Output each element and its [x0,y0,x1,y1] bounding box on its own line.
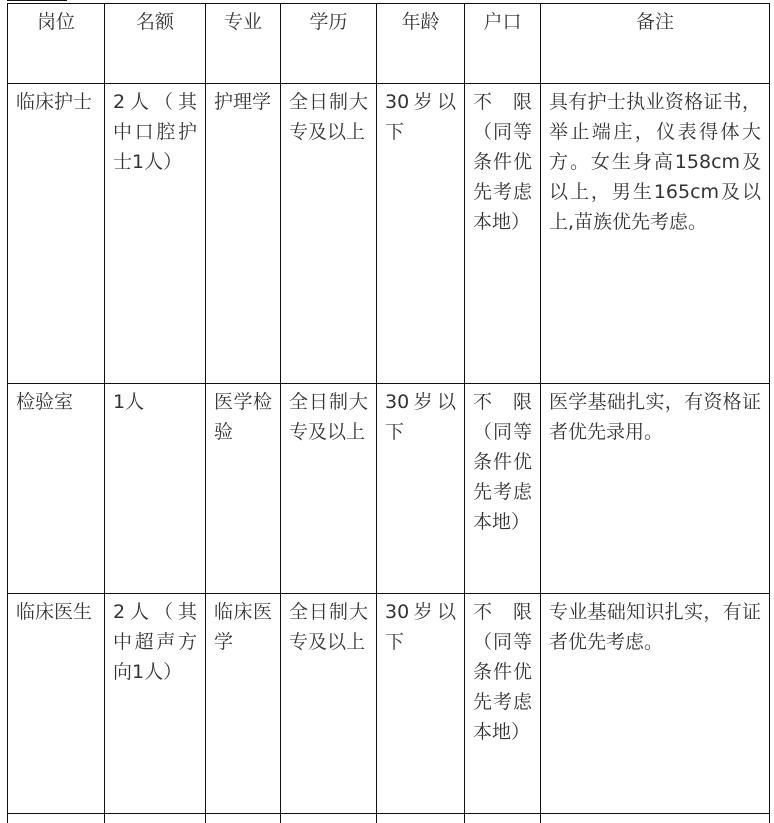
header-position: 岗位 [8,4,105,84]
cell-age [377,384,465,594]
cell-education [281,84,377,384]
cell-hukou [465,384,541,594]
cell-hukou [465,594,541,814]
cell-position [8,84,105,384]
cell-empty [377,814,465,823]
major-text: 临床医学 [214,601,272,653]
table-row [8,384,770,594]
header-row [8,4,770,84]
cell-empty [105,814,206,823]
cell-remarks [541,84,770,384]
cell-major [206,84,281,384]
table-body [8,84,770,823]
cell-hukou [465,84,541,384]
cell-empty [206,814,281,823]
remarks-text: 医学基础扎实，有资格证者优先录用。 [549,391,761,443]
cell-age [377,84,465,384]
quota-text: 2人（其中超声方向1人） [113,601,197,683]
hukou-text: 不限（同等条件优先考虑本地） [473,391,532,533]
cell-major [206,594,281,814]
hukou-text: 不限（同等条件优先考虑本地） [473,91,532,233]
header-hukou: 户口 [465,4,541,84]
cell-quota [105,594,206,814]
cell-education [281,594,377,814]
cell-education [281,384,377,594]
header-remarks: 备注 [541,4,770,84]
table-header [8,4,770,84]
age-text: 30岁以下 [385,391,456,443]
remarks-text: 专业基础知识扎实，有证者优先考虑。 [549,601,761,653]
position-text: 检验室 [16,391,74,413]
header-major: 专业 [206,4,281,84]
recruitment-table [7,3,770,823]
remarks-text: 具有护士执业资格证书，举止端庄，仪表得体大方。女生身高158cm及以上，男生165cm及以上,苗族优先考虑。 [549,91,761,233]
major-text: 医学检验 [214,391,272,443]
hukou-text: 不限（同等条件优先考虑本地） [473,601,532,743]
quota-text: 1人 [113,391,145,413]
age-text: 30岁以下 [385,91,456,143]
cell-remarks [541,594,770,814]
education-text: 全日制大专及以上 [289,391,368,443]
age-text: 30岁以下 [385,601,456,653]
education-text: 全日制大专及以上 [289,91,368,143]
cell-empty [8,814,105,823]
header-education: 学历 [281,4,377,84]
quota-text: 2人（其中口腔护士1人） [113,91,197,173]
cell-major [206,384,281,594]
cell-position [8,594,105,814]
education-text: 全日制大专及以上 [289,601,368,653]
cell-quota [105,84,206,384]
next-row-edge [8,814,770,823]
position-text: 临床医生 [16,601,93,623]
cell-empty [281,814,377,823]
cell-quota [105,384,206,594]
position-text: 临床护士 [16,91,93,113]
header-age: 年龄 [377,4,465,84]
cell-position [8,384,105,594]
table-row [8,594,770,814]
cell-age [377,594,465,814]
major-text: 护理学 [214,91,272,113]
cell-remarks [541,384,770,594]
table-row [8,84,770,384]
cell-empty [465,814,541,823]
cell-empty [541,814,770,823]
header-quota: 名额 [105,4,206,84]
